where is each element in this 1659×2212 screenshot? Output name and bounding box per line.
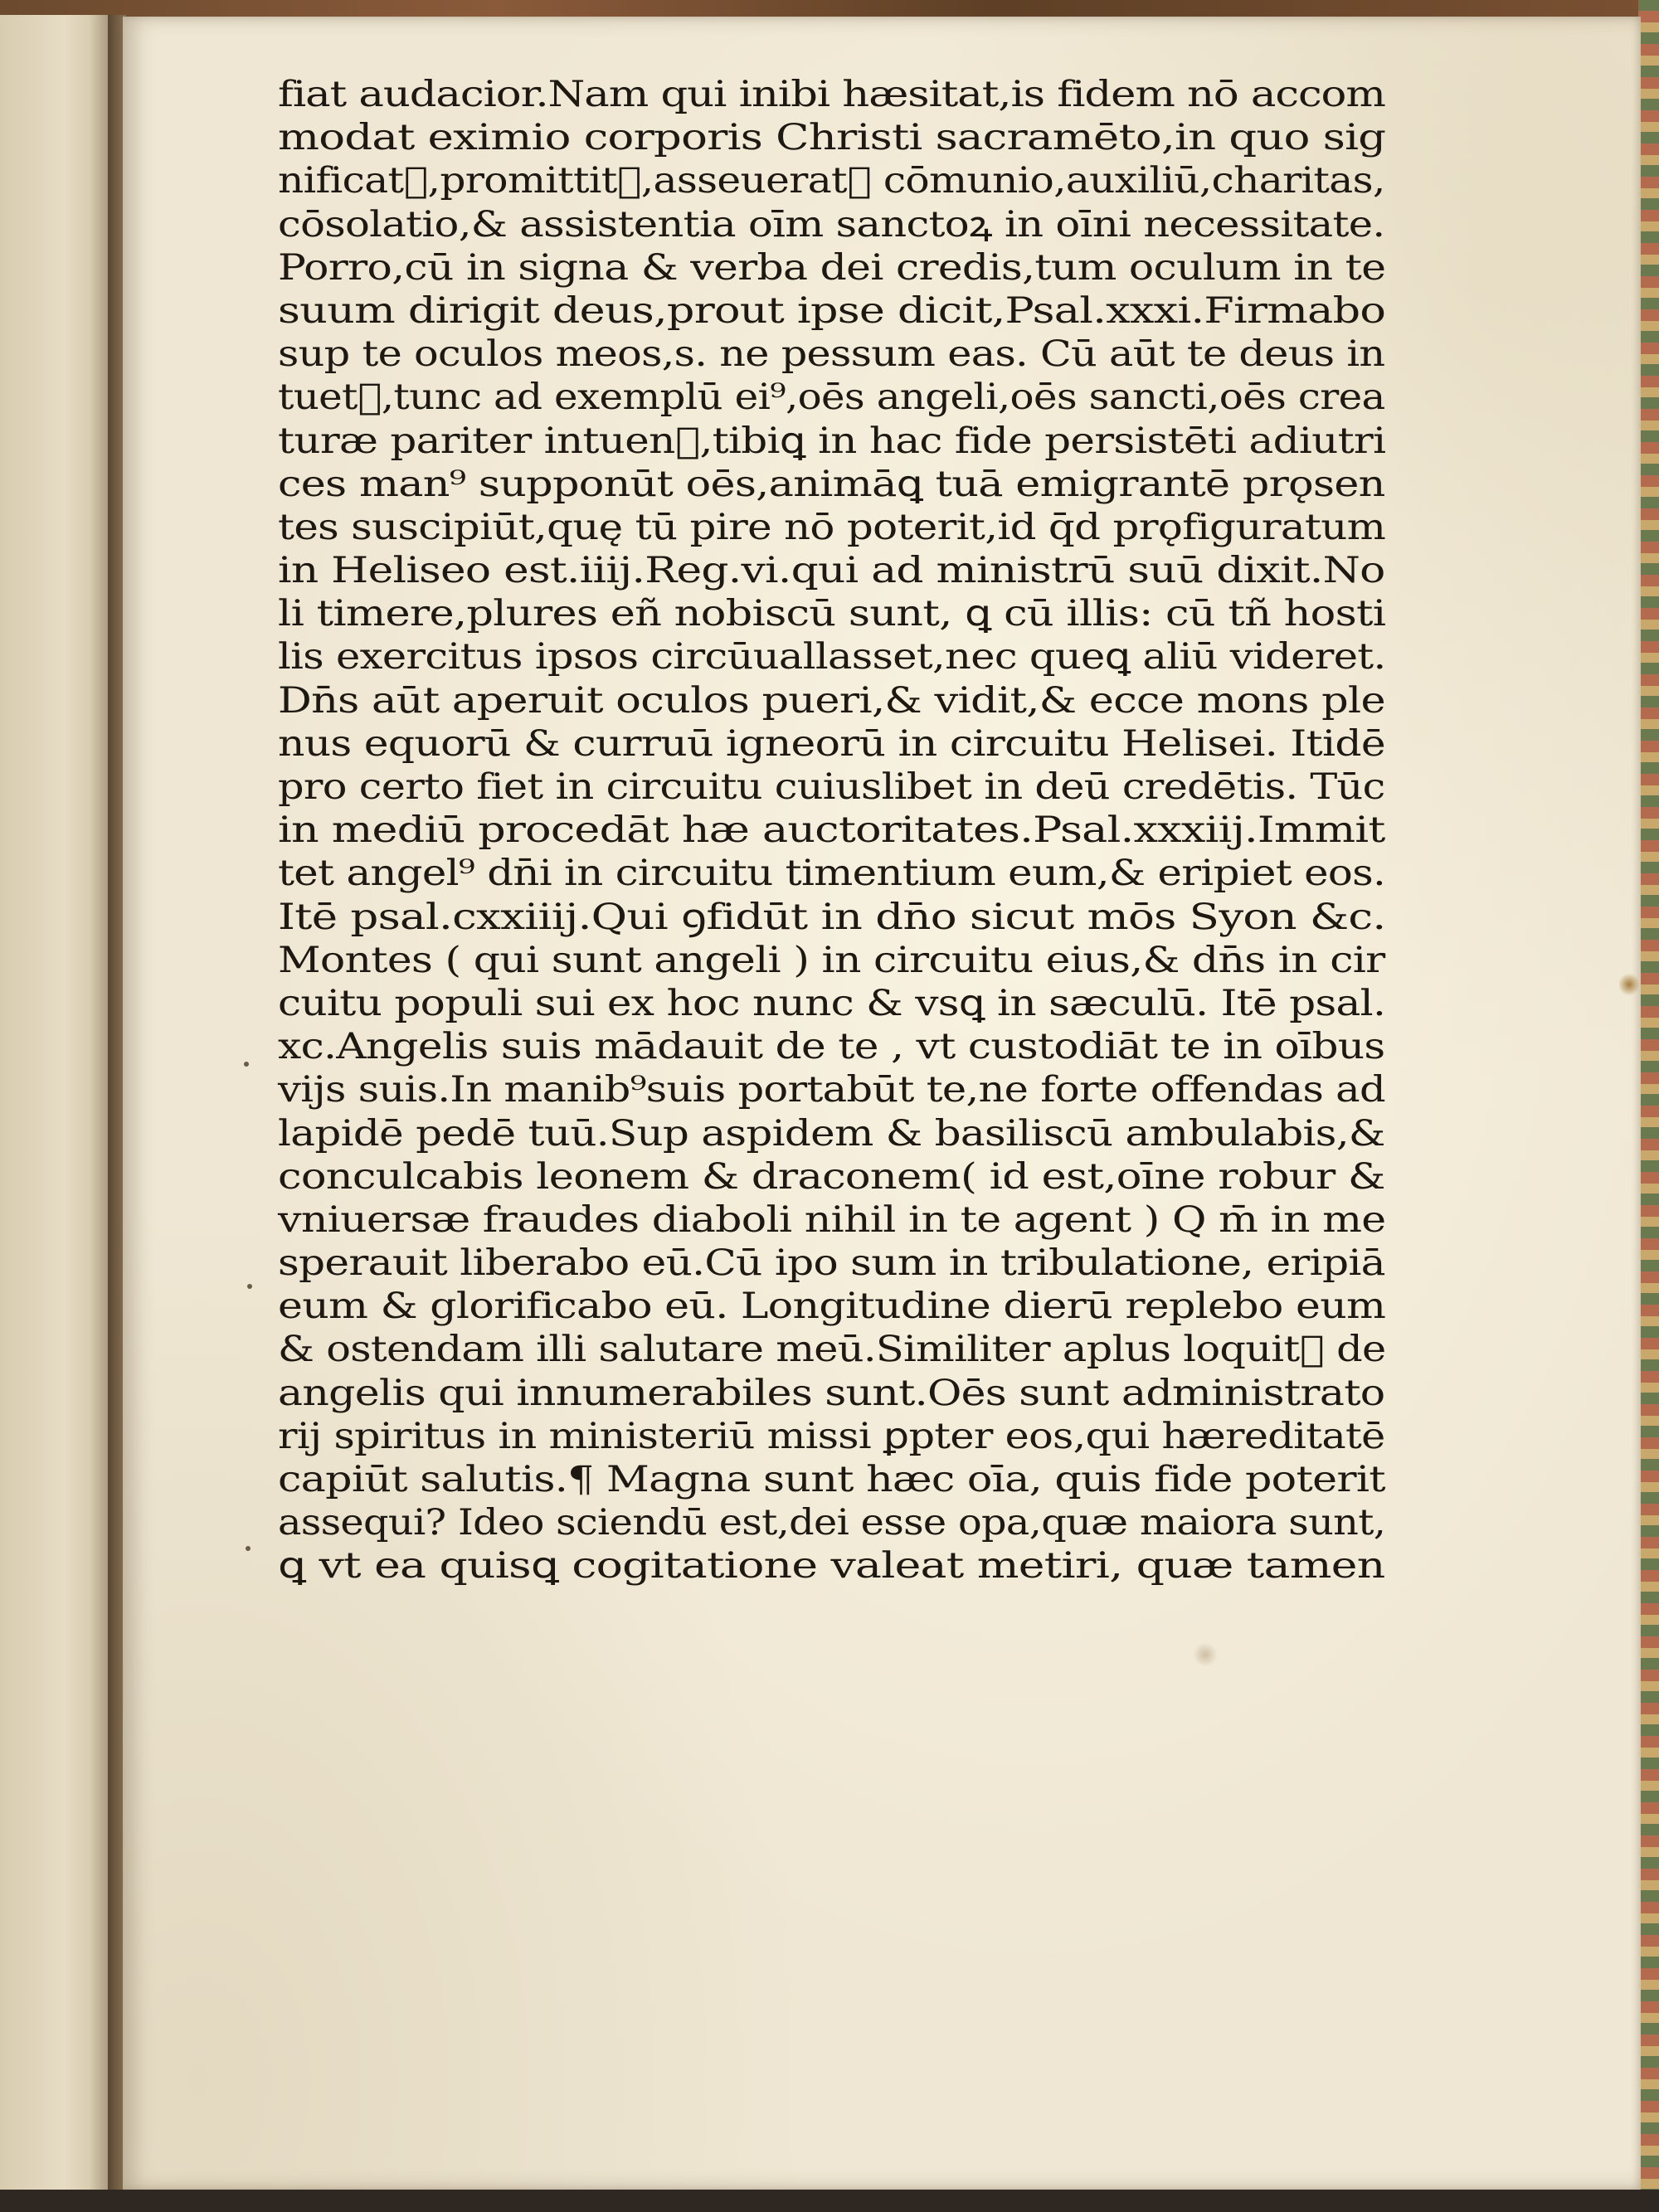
text-line: pro certo fiet in circuitu cuiuslibet in deū credētis. Tūc bbox=[278, 766, 1385, 808]
text-line: fiat audacior.Nam qui inibi hæsitat,is fidem nō accom bbox=[278, 74, 1385, 115]
text-line: modat eximio corporis Christi sacramēto,in quo sig bbox=[278, 117, 1386, 159]
text-line: tet angel⁹ dn̄i in circuitu timentium eum,& eripiet eos. bbox=[278, 853, 1386, 895]
text-line: lapidē pedē tuū.Sup aspidem & basiliscū ambulabis,& bbox=[278, 1112, 1385, 1155]
text-line: xc.Angelis suis mādauit de te , vt custodiāt te in oībus bbox=[278, 1026, 1385, 1068]
text-line: sup te oculos meos,s. ne pessum eas. Cū aūt te deus in bbox=[278, 333, 1385, 376]
text-line: cōsolatio,& assistentia oīm sanctoꝝ in oīni necessitate. bbox=[278, 203, 1385, 246]
text-line: rij spiritus in ministeriū missi ꝑpter eos,qui hæreditatē bbox=[278, 1415, 1385, 1457]
margin-mark bbox=[246, 1546, 251, 1551]
foxing-spot bbox=[1619, 972, 1639, 997]
text-line: Montes ( qui sunt angeli ) in circuitu eius,& dn̄s in cir bbox=[278, 939, 1385, 981]
text-line: ꝗ vt ea quisꝗ cogitatione valeat metiri, quæ tamen bbox=[278, 1545, 1385, 1587]
text-line: cuitu populi sui ex hoc nunc & vsꝗ in sæculū. Itē psal. bbox=[278, 982, 1386, 1024]
text-line: tes suscipiūt,quę tū pire nō poterit,id q̄d prǫfiguratum bbox=[278, 506, 1386, 548]
text-line: suum dirigit deus,prout ipse dicit,Psal.xxxi.Firmabo bbox=[278, 289, 1386, 332]
text-line: angelis qui innumerabiles sunt.Oēs sunt administrato bbox=[278, 1372, 1385, 1414]
marbled-edge bbox=[1638, 0, 1659, 2212]
text-line: lis exercitus ipsos circūuallasset,nec queꝗ aliū videret. bbox=[278, 636, 1386, 678]
text-line: Porro,cū in signa & verba dei credis,tum oculum in te bbox=[278, 246, 1386, 289]
text-line: nificatᷣ,promittitᷣ,asseueratᷣ cōmunio,auxiliū,charitas, bbox=[278, 160, 1385, 202]
margin-mark bbox=[244, 1062, 249, 1067]
text-line: Dn̄s aūt aperuit oculos pueri,& vidit,& ecce mons ple bbox=[278, 679, 1385, 722]
text-line: sperauit liberabo eū.Cū ipo sum in tribulatione, eripiā bbox=[278, 1242, 1385, 1285]
page-text bbox=[278, 73, 1385, 1588]
text-line: in Heliseo est.iiij.Reg.vi.qui ad ministrū suū dixit.No bbox=[278, 550, 1385, 592]
text-line: conculcabis leonem & draconem( id est,oīne robur & bbox=[278, 1155, 1385, 1198]
text-line: eum & glorificabo eū. Longitudine dierū replebo eum bbox=[278, 1286, 1386, 1328]
text-line: capiūt salutis.¶ Magna sunt hæc oīa, quis fide poterit bbox=[278, 1459, 1385, 1500]
text-line: nus equorū & curruū igneorū in circuitu Helisei. Itidē bbox=[278, 722, 1386, 765]
text-line: in mediū procedāt hæ auctoritates.Psal.xxxiij.Immit bbox=[278, 809, 1385, 852]
margin-mark bbox=[247, 1284, 252, 1289]
text-line: Itē psal.cxxiiij.Qui ꝯfidūt in dn̄o sicut mōs Syon &c. bbox=[278, 896, 1386, 938]
text-line: li timere,plures eñ nobiscū sunt, ꝗ cū illis: cū tñ hosti bbox=[278, 593, 1386, 635]
scan-background bbox=[0, 2190, 1659, 2212]
text-line: tuetᷣ,tunc ad exemplū ei⁹,oēs angeli,oēs sancti,oēs crea bbox=[278, 377, 1385, 419]
text-line: assequi? Ideo sciendū est,dei esse opa,quæ maiora sunt, bbox=[278, 1502, 1386, 1544]
text-line: turæ pariter intuenᷣ,tibiꝗ in hac fide persistēti adiutri bbox=[278, 420, 1386, 462]
text-line: & ostendam illi salutare meū.Similiter aplus loquitᷣ de bbox=[278, 1329, 1386, 1371]
text-line: vijs suis.In manib⁹suis portabūt te,ne forte offendas ad bbox=[278, 1069, 1385, 1111]
text-line: vniuersæ fraudes diaboli nihil in te agent ) Q m̄ in me bbox=[278, 1198, 1386, 1241]
paper-stain bbox=[1193, 1642, 1218, 1667]
text-line: ces man⁹ supponūt oēs,animāꝗ tuā emigrantē prǫsen bbox=[278, 463, 1385, 505]
